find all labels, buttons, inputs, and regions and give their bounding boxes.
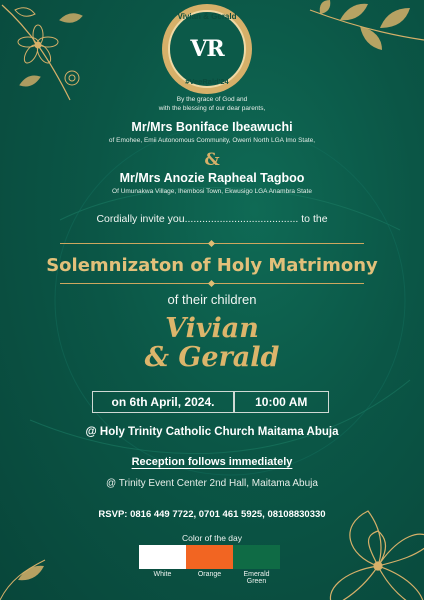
children-text: of their children [167,292,257,307]
monogram-top-text: Vivian & Gerald [177,12,237,21]
parent-2-name: Mr/Mrs Anozie Rapheal Tagboo [119,171,305,185]
monogram-hashtag: #VeeRald'24 [185,77,229,86]
color-swatches [139,545,280,569]
blessing-line-1: By the grace of God and [176,96,248,103]
parents-2 [0,171,424,195]
parent-1-address: of Emohee, Emii Autonomous Community, Owerri North LGA Imo State, [108,137,316,144]
leaf-corner-bottom-left [0,540,60,600]
date-time-box [92,391,329,413]
divider-bottom-diamond [208,280,215,287]
reception-title: Reception follows immediately [131,456,293,468]
swatch-label-orange: Orange [197,571,222,578]
couple-name-line-1: Vivian [165,313,259,344]
event-date: on 6th April, 2024. [111,395,215,409]
leaf-corner-top-right [300,0,424,90]
parent-1-name: Mr/Mrs Boniface Ibeawuchi [131,120,293,134]
event-time: 10:00 AM [255,395,308,409]
parents-1 [0,120,424,144]
couple-names [0,314,424,372]
blessing-text [0,95,424,113]
color-of-day-title: Color of the day [181,533,242,543]
monogram-letters: VR [190,36,224,62]
rsvp-line: RSVP: 0816 449 7722, 0701 461 5925, 08108830330 [98,509,326,520]
church-venue: @ Holy Trinity Catholic Church Maitama Abuja [85,426,339,438]
flower-corner-bottom-right [318,488,424,600]
swatch-labels [139,571,280,585]
reception-venue: @ Trinity Event Center 2nd Hall, Maitama Abuja [106,478,318,489]
blessing-line-2: with the blessing of our dear parents, [158,105,266,112]
parent-2-address: Of Umunakwa Village, Ihembosi Town, Ekwusigo LGA Anambra State [112,188,312,195]
swatch-orange [186,545,233,569]
reception-title-wrap [0,456,424,468]
ampersand: & [204,150,220,170]
swatch-label-emerald-green: Emerald Green [243,571,270,585]
floral-corner-top-left [0,0,110,110]
swatch-emerald-green [233,545,280,569]
swatch-label-white: White [153,571,172,578]
monogram-badge [162,4,252,94]
divider-top-diamond [208,240,215,247]
couple-name-line-2: & Gerald [144,342,280,373]
swatch-white [139,545,186,569]
invite-text: Cordially invite you....................................... to the [96,213,328,225]
event-title: Solemnizaton of Holy Matrimony [46,255,378,276]
